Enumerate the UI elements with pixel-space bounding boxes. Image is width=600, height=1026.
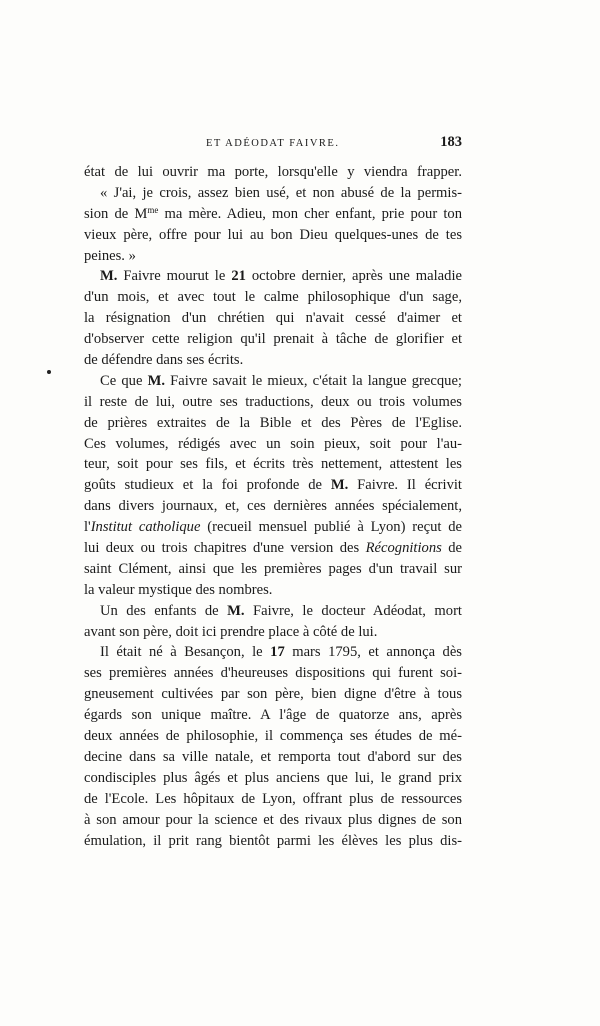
text-line: Il était né à Besançon, le 17 mars 1795, et annonça dès: [100, 644, 462, 661]
text-line: « J'ai, je crois, assez bien usé, et non abusé de la permis-: [100, 184, 462, 201]
text-line: l'Institut catholique (recueil mensuel publié à Lyon) reçut de: [84, 519, 462, 536]
text-line: il reste de lui, outre ses traductions, deux ou trois volumes: [84, 393, 462, 410]
text-line: lui deux ou trois chapitres d'une version des Récognitions de: [84, 540, 462, 557]
text-line: decine dans sa ville natale, et remporta tout d'abord sur des: [84, 748, 462, 765]
text-line: Ces volumes, rédigés avec un soin pieux, soit pour l'au-: [84, 435, 462, 452]
text-line: état de lui ouvrir ma porte, lorsqu'elle y viendra frapper.: [84, 164, 462, 180]
body-text: [84, 162, 462, 851]
text-line: avant son père, doit ici prendre place à côté de lui.: [84, 623, 378, 640]
text-line: peines. »: [84, 247, 136, 264]
text-line: ses premières années d'heureuses dispositions qui furent soi-: [84, 665, 462, 682]
text-line: teur, soit pour ses fils, et écrits très nettement, attestent les: [84, 456, 462, 473]
superscript: me: [147, 204, 159, 215]
text-line: vieux père, offre pour lui au bon Dieu quelques-unes de tes: [84, 226, 462, 243]
margin-dot-mark: [47, 370, 51, 374]
text-line: gneusement cultivées par son père, bien digne d'être à tous: [84, 686, 462, 703]
text-line: d'observer cette religion qu'il prenait à tâche de glorifier et: [84, 331, 462, 348]
text-line: Un des enfants de M. Faivre, le docteur Adéodat, mort: [100, 602, 462, 619]
text-line: deux années de philosophie, il commença ses études de mé-: [84, 728, 462, 745]
text-line: sion de $M^{me}$ ma mère. Adieu, mon cher enfant, prie pour ton: [84, 204, 462, 222]
page-header: [88, 134, 462, 152]
text-line: à son amour pour la science et des rivaux plus dignes de son: [84, 811, 462, 828]
text-line: goûts studieux et la foi profonde de M. Faivre. Il écrivit: [84, 477, 462, 494]
text-line: saint Clément, ainsi que les premières pages d'un travail sur: [84, 560, 462, 577]
page-number: 183: [440, 134, 462, 150]
text-line: émulation, il prit rang bientôt parmi les élèves les plus dis-: [84, 832, 462, 849]
text-line: d'un mois, et avec tout le calme philosophique d'un sage,: [84, 289, 462, 306]
text-line: de prières extraites de la Bible et des Pères de l'Eglise.: [84, 414, 462, 431]
text-line: M. Faivre mourut le 21 octobre dernier, après une maladie: [100, 268, 462, 285]
text-line: égards son unique maître. A l'âge de quatorze ans, après: [84, 707, 462, 724]
text-line: de l'Ecole. Les hôpitaux de Lyon, offrant plus de ressources: [84, 790, 462, 807]
text-line: dans divers journaux, et, ces dernières années spécialement,: [84, 498, 462, 515]
text-line: la valeur mystique des nombres.: [84, 581, 273, 598]
text-line: Ce que M. Faivre savait le mieux, c'était la langue grecque;: [100, 372, 462, 389]
text-line: condisciples plus âgés et plus anciens que lui, le grand prix: [84, 769, 462, 786]
text-line: la résignation d'un chrétien qui n'avait cessé d'aimer et: [84, 310, 462, 327]
text-line: de défendre dans ses écrits.: [84, 352, 244, 369]
running-title: ET ADÉODAT FAIVRE.: [206, 138, 340, 149]
